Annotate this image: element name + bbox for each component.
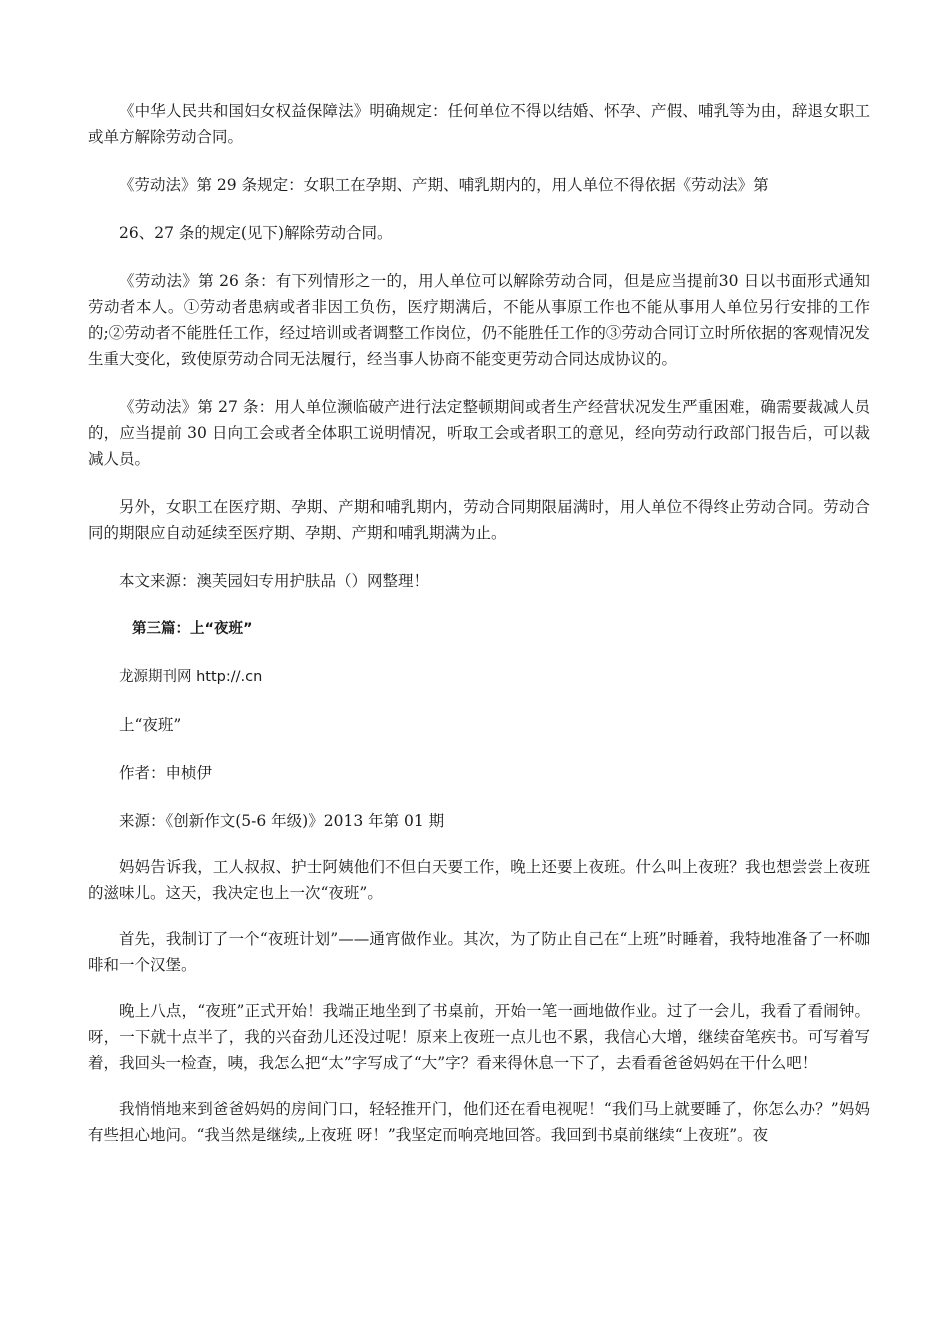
story-paragraph-3: 晚上八点，“夜班”正式开始！我端正地坐到了书桌前，开始一笔一画地做作业。过了一会儿，我看了看闹钟。呀，一下就十点半了，我的兴奋劲儿还没过呢！原来上夜班一点儿也不累，我信心大增，继续奋笔疾书。可写着写着，我回头一检查，咦，我怎么把“太”字写成了“大”字？看来得休息一下了，去看看爸爸妈妈在干什么吧！ [88, 1002, 870, 1072]
article-title: 上“夜班” [119, 716, 182, 734]
paragraph-women-rights-law: 《中华人民共和国妇女权益保障法》明确规定：任何单位不得以结婚、怀孕、产假、哺乳等为由，辞退女职工或单方解除劳动合同。 [88, 102, 870, 146]
paragraph-labor-law-29: 《劳动法》第 29 条规定：女职工在孕期、产期、哺乳期内的，用人单位不得依据《劳动法》第 [119, 176, 769, 194]
paragraph-labor-law-29-cont: 26、27 条的规定(见下)解除劳动合同。 [119, 224, 393, 242]
story-paragraph-1: 妈妈告诉我，工人叔叔、护士阿姨他们不但白天要工作，晚上还要上夜班。什么叫上夜班？我也想尝尝上夜班的滋味儿。这天，我决定也上一次“夜班”。 [88, 858, 870, 902]
paragraph-labor-law-26: 《劳动法》第 26 条：有下列情形之一的，用人单位可以解除劳动合同，但是应当提前30 日以书面形式通知劳动者本人。①劳动者患病或者非因工负伤，医疗期满后，不能从事原工作也不能从事用人单位另行安排的工作的;②劳动者不能胜任工作，经过培训或者调整工作岗位，仍不能胜任工作的③劳动合同订立时所依据的客观情况发生重大变化，致使原劳动合同无法履行，经当事人协商不能变更劳动合同达成协议的。 [88, 272, 870, 368]
article-origin: 来源：《创新作文(5-6 年级)》2013 年第 01 期 [119, 812, 445, 830]
article-source: 本文来源：澳芙园妇专用护肤品（）网整理！ [119, 572, 430, 590]
story-paragraph-4: 我悄悄地来到爸爸妈妈的房间门口，轻轻推开门，他们还在看电视呢！“我们马上就要睡了，你怎么办？”妈妈有些担心地问。“我当然是继续„上夜班 呀！”我坚定而响亮地回答。我回到书桌前继续“上夜班”。夜 [88, 1100, 870, 1144]
section-heading: 第三篇：上“夜班” [132, 621, 253, 637]
document-page [88, 98, 870, 1148]
story-paragraph-2: 首先，我制订了一个“夜班计划”——通宵做作业。其次，为了防止自己在“上班”时睡着，我特地准备了一杯咖啡和一个汉堡。 [88, 930, 870, 974]
journal-site: 龙源期刊网 http://.cn [119, 669, 263, 685]
paragraph-labor-law-27: 《劳动法》第 27 条：用人单位濒临破产进行法定整顿期间或者生产经营状况发生严重困难，确需要裁减人员的，应当提前 30 日向工会或者全体职工说明情况，听取工会或者职工的意见，经向劳动行政部门报告后，可以裁减人员。 [88, 398, 870, 468]
paragraph-contract-extension: 另外，女职工在医疗期、孕期、产期和哺乳期内，劳动合同期限届满时，用人单位不得终止劳动合同。劳动合同的期限应自动延续至医疗期、孕期、产期和哺乳期满为止。 [88, 498, 870, 542]
article-author: 作者：申桢伊 [119, 764, 213, 782]
